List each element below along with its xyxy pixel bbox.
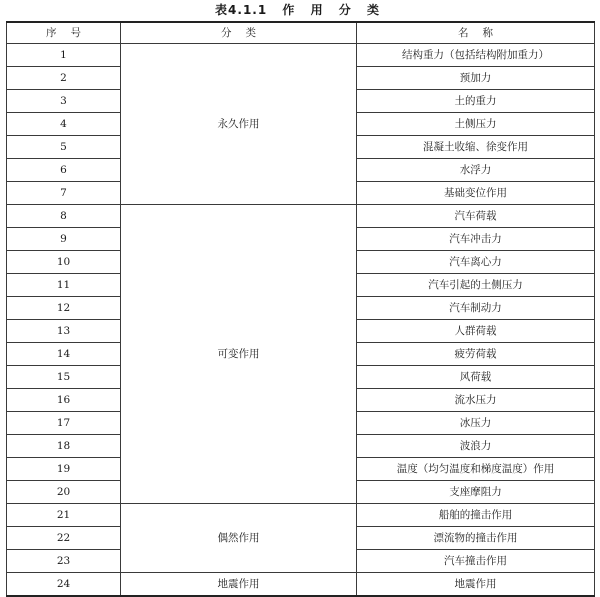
table-header-row <box>7 22 595 44</box>
serial-number-cell: 8 <box>7 205 121 228</box>
action-name-cell: 基础变位作用 <box>357 182 595 205</box>
category-cell: 可变作用 <box>121 205 357 504</box>
serial-number-cell: 2 <box>7 67 121 90</box>
action-name-cell: 水浮力 <box>357 159 595 182</box>
serial-number-cell: 14 <box>7 343 121 366</box>
table-body <box>7 44 595 597</box>
table-title: 作 用 分 类 <box>282 3 385 17</box>
serial-number-cell: 5 <box>7 136 121 159</box>
serial-number-cell: 1 <box>7 44 121 67</box>
category-cell: 偶然作用 <box>121 504 357 573</box>
action-name-cell: 汽车荷载 <box>357 205 595 228</box>
serial-number-cell: 19 <box>7 458 121 481</box>
table-caption <box>0 0 600 20</box>
serial-number-cell: 23 <box>7 550 121 573</box>
serial-number-cell: 17 <box>7 412 121 435</box>
serial-number-cell: 3 <box>7 90 121 113</box>
action-name-cell: 疲劳荷载 <box>357 343 595 366</box>
serial-number-cell: 18 <box>7 435 121 458</box>
serial-number-cell: 6 <box>7 159 121 182</box>
category-cell: 永久作用 <box>121 44 357 205</box>
action-classification-table <box>6 21 595 597</box>
action-name-cell: 人群荷载 <box>357 320 595 343</box>
table-row <box>7 205 595 228</box>
action-name-cell: 冰压力 <box>357 412 595 435</box>
serial-number-cell: 15 <box>7 366 121 389</box>
action-name-cell: 结构重力（包括结构附加重力） <box>357 44 595 67</box>
serial-number-cell: 10 <box>7 251 121 274</box>
table-row <box>7 44 595 67</box>
action-name-cell: 汽车冲击力 <box>357 228 595 251</box>
serial-number-cell: 24 <box>7 573 121 597</box>
serial-number-cell: 9 <box>7 228 121 251</box>
action-name-cell: 汽车离心力 <box>357 251 595 274</box>
table-number: 表4.1.1 <box>215 3 268 17</box>
action-name-cell: 支座摩阻力 <box>357 481 595 504</box>
header-name: 名称 <box>357 22 595 44</box>
action-name-cell: 汽车制动力 <box>357 297 595 320</box>
action-name-cell: 地震作用 <box>357 573 595 597</box>
action-name-cell: 波浪力 <box>357 435 595 458</box>
action-name-cell: 混凝土收缩、徐变作用 <box>357 136 595 159</box>
header-category: 分类 <box>121 22 357 44</box>
action-name-cell: 汽车撞击作用 <box>357 550 595 573</box>
action-name-cell: 汽车引起的土侧压力 <box>357 274 595 297</box>
action-name-cell: 温度（均匀温度和梯度温度）作用 <box>357 458 595 481</box>
serial-number-cell: 20 <box>7 481 121 504</box>
serial-number-cell: 4 <box>7 113 121 136</box>
action-name-cell: 流水压力 <box>357 389 595 412</box>
table-row <box>7 504 595 527</box>
action-name-cell: 土侧压力 <box>357 113 595 136</box>
serial-number-cell: 16 <box>7 389 121 412</box>
action-name-cell: 预加力 <box>357 67 595 90</box>
header-serial-number: 序号 <box>7 22 121 44</box>
serial-number-cell: 21 <box>7 504 121 527</box>
table-row <box>7 573 595 597</box>
serial-number-cell: 7 <box>7 182 121 205</box>
serial-number-cell: 12 <box>7 297 121 320</box>
action-name-cell: 土的重力 <box>357 90 595 113</box>
action-name-cell: 风荷载 <box>357 366 595 389</box>
category-cell: 地震作用 <box>121 573 357 597</box>
serial-number-cell: 22 <box>7 527 121 550</box>
serial-number-cell: 11 <box>7 274 121 297</box>
serial-number-cell: 13 <box>7 320 121 343</box>
action-name-cell: 船舶的撞击作用 <box>357 504 595 527</box>
action-name-cell: 漂流物的撞击作用 <box>357 527 595 550</box>
